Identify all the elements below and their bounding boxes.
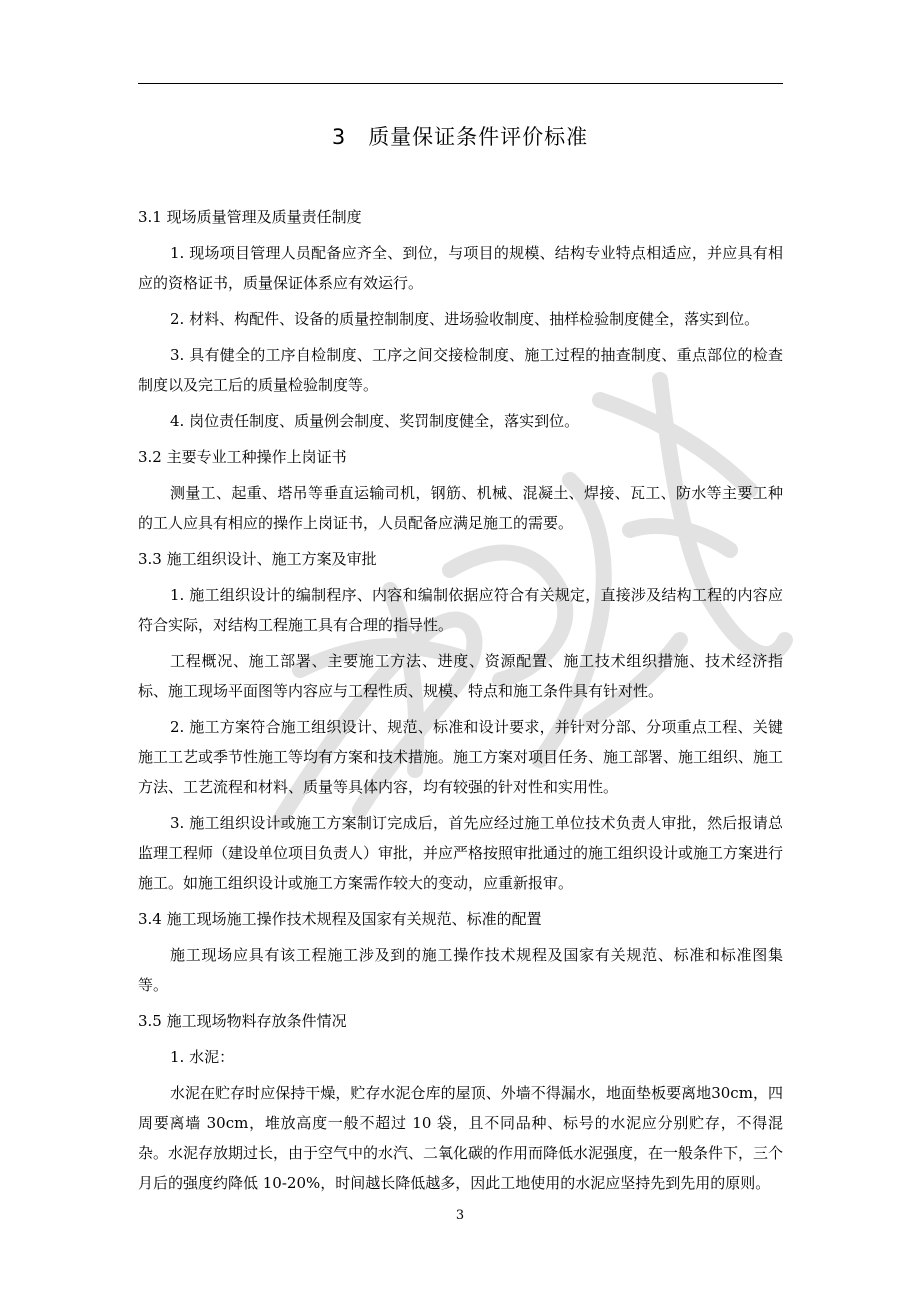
paragraph: 施工现场应具有该工程施工涉及到的施工操作技术规程及国家有关规范、标准和标准图集等。 [138, 946, 783, 994]
paragraph: 4. 岗位责任制度、质量例会制度、奖罚制度健全，落实到位。 [170, 412, 580, 430]
section-heading-3-3: 3.3 施工组织设计、施工方案及审批 [138, 550, 377, 568]
paragraph: 2. 施工方案符合施工组织设计、规范、标准和设计要求，并针对分部、分项重点工程、关键施工工艺或季节性施工等均有方案和技术措施。施工方案对项目任务、施工部署、施工组织、施工方法、工艺流程和材料、质量等具体内容，均有较强的针对性和实用性。 [138, 718, 784, 796]
section-heading-3-2: 3.2 主要专业工种操作上岗证书 [138, 448, 347, 466]
section-heading-3-5: 3.5 施工现场物料存放条件情况 [138, 1012, 347, 1030]
paragraph: 3. 具有健全的工序自检制度、工序之间交接检制度、施工过程的抽查制度、重点部位的检查制度以及完工后的质量检验制度等。 [138, 346, 783, 394]
paragraph: 1. 现场项目管理人员配备应齐全、到位，与项目的规模、结构专业特点相适应，并应具有相应的资格证书，质量保证体系应有效运行。 [138, 244, 783, 292]
paragraph: 1. 水泥： [170, 1048, 235, 1066]
paragraph: 测量工、起重、塔吊等垂直运输司机，钢筋、机械、混凝土、焊接、瓦工、防水等主要工种的工人应具有相应的操作上岗证书，人员配备应满足施工的需要。 [138, 484, 783, 532]
paragraph: 水泥在贮存时应保持干燥，贮存水泥仓库的屋顶、外墙不得漏水，地面垫板要离地30cm，四周要离墙 30cm，堆放高度一般不超过 10 袋，且不同品种、标号的水泥应分别贮存，不得混杂。水泥存放期过长，由于空气中的水汽、二氧化碳的作用而降低水泥强度，在一般条件下，三个月后的强度约降低 10-20%，时间越长降低越多，因此工地使用的水泥应坚持先到先用的原则。 [138, 1084, 784, 1192]
section-heading-3-4: 3.4 施工现场施工操作技术规程及国家有关规范、标准的配置 [138, 910, 542, 928]
paragraph: 2. 材料、构配件、设备的质量控制制度、进场验收制度、抽样检验制度健全，落实到位。 [170, 310, 760, 328]
paragraph: 3. 施工组织设计或施工方案制订完成后，首先应经过施工单位技术负责人审批，然后报请总监理工程师（建设单位项目负责人）审批，并应严格按照审批通过的施工组织设计或施工方案进行施工。如施工组织设计或施工方案需作较大的变动，应重新报审。 [138, 814, 784, 892]
page-title [0, 121, 920, 153]
title-text: 质量保证条件评价标准 [368, 125, 589, 149]
header-rule [138, 83, 783, 84]
section-heading-3-1: 3.1 现场质量管理及质量责任制度 [138, 208, 362, 226]
paragraph: 1. 施工组织设计的编制程序、内容和编制依据应符合有关规定，直接涉及结构工程的内容应符合实际，对结构工程施工具有合理的指导性。 [138, 586, 783, 634]
paragraph: 工程概况、施工部署、主要施工方法、进度、资源配置、施工技术组织措施、技术经济指标、施工现场平面图等内容应与工程性质、规模、特点和施工条件具有针对性。 [138, 652, 783, 700]
title-number: 3 [331, 125, 347, 149]
page-number: 3 [455, 1208, 465, 1223]
document-body [138, 202, 783, 1204]
